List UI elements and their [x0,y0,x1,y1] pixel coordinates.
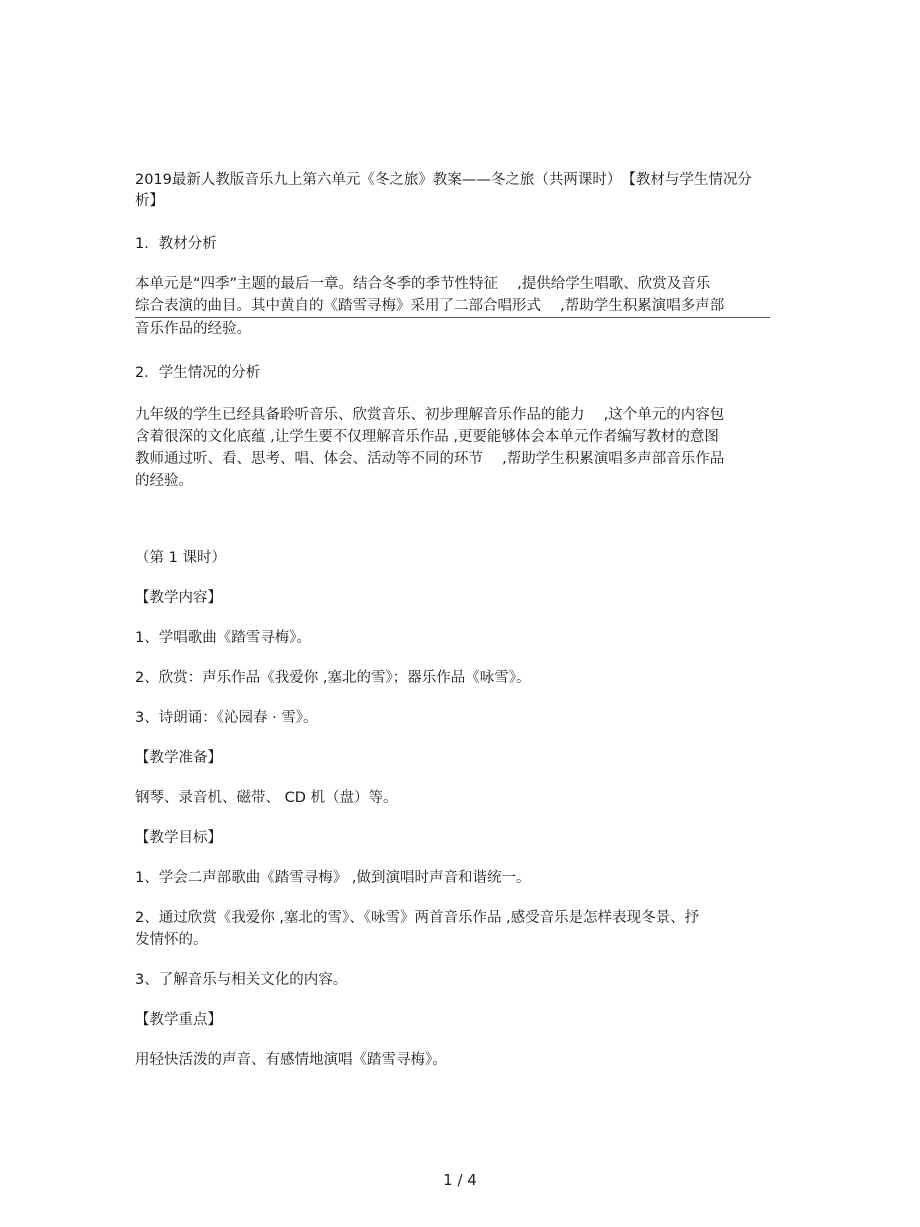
document-body [135,170,770,1071]
paragraph-line: 本单元是“四季”主题的最后一章。结合冬季的季节性特征 ,提供给学生唱歌、欣赏及音乐 [135,276,711,292]
content-item: 1、学唱歌曲《踏雪寻梅》。 [135,630,311,646]
teaching-goal-heading: 【教学目标】 [135,830,222,846]
lesson-label: （第 1 课时） [135,550,226,566]
content-item: 3、诗朗诵：《沁园春 · 雪》。 [135,710,318,726]
section-heading-student-analysis: 2．学生情况的分析 [135,365,261,381]
textbook-analysis-paragraph [135,273,770,340]
paragraph-line: 教师通过听、看、思考、唱、体会、活动等不同的环节 ,帮助学生积累演唱多声部音乐作品 [135,451,725,467]
document-title: 2019最新人教版音乐九上第六单元《冬之旅》教案——冬之旅（共两课时） 【教材与学生情况分析】 [135,172,752,209]
page-indicator: 1 / 4 [443,1171,477,1189]
teaching-content-heading: 【教学内容】 [135,590,222,606]
paragraph-line: 音乐作品的经验。 [135,321,251,337]
student-analysis-paragraph [135,404,770,492]
teaching-key-text: 用轻快活泼的声音、有感情地演唱《踏雪寻梅》。 [135,1052,447,1068]
goal-item: 1、学会二声部歌曲《踏雪寻梅》 ,做到演唱时声音和谐统一。 [135,870,531,886]
teaching-key-heading: 【教学重点】 [135,1012,222,1028]
goal-item: 3、了解音乐与相关文化的内容。 [135,972,348,988]
goal-item-line: 2、通过欣赏《我爱你 ,塞北的雪》、《咏雪》两首音乐作品 ,感受音乐是怎样表现冬景、抒 [135,910,700,926]
goal-item-line: 发情怀的。 [135,932,208,948]
paragraph-line: 九年级的学生已经具备聆听音乐、欣赏音乐、初步理解音乐作品的能力 ,这个单元的内容包 [135,407,725,423]
goal-item [135,907,770,951]
paragraph-line: 的经验。 [135,473,193,489]
content-item: 2、欣赏：声乐作品《我爱你 ,塞北的雪》；器乐作品《咏雪》。 [135,670,531,686]
section-heading-textbook-analysis: 1．教材分析 [135,236,217,252]
teaching-prep-heading: 【教学准备】 [135,750,222,766]
paragraph-line: 含着很深的文化底蕴 ,让学生要不仅理解音乐作品 ,更要能够体会本单元作者编写教材的意图 [135,429,719,445]
teaching-prep-text: 钢琴、录音机、磁带、 CD 机（盘）等。 [135,790,398,806]
paragraph-line: 综合表演的曲目。其中黄自的《踏雪寻梅》采用了二部合唱形式 ,帮助学生积累演唱多声部 [135,295,770,318]
